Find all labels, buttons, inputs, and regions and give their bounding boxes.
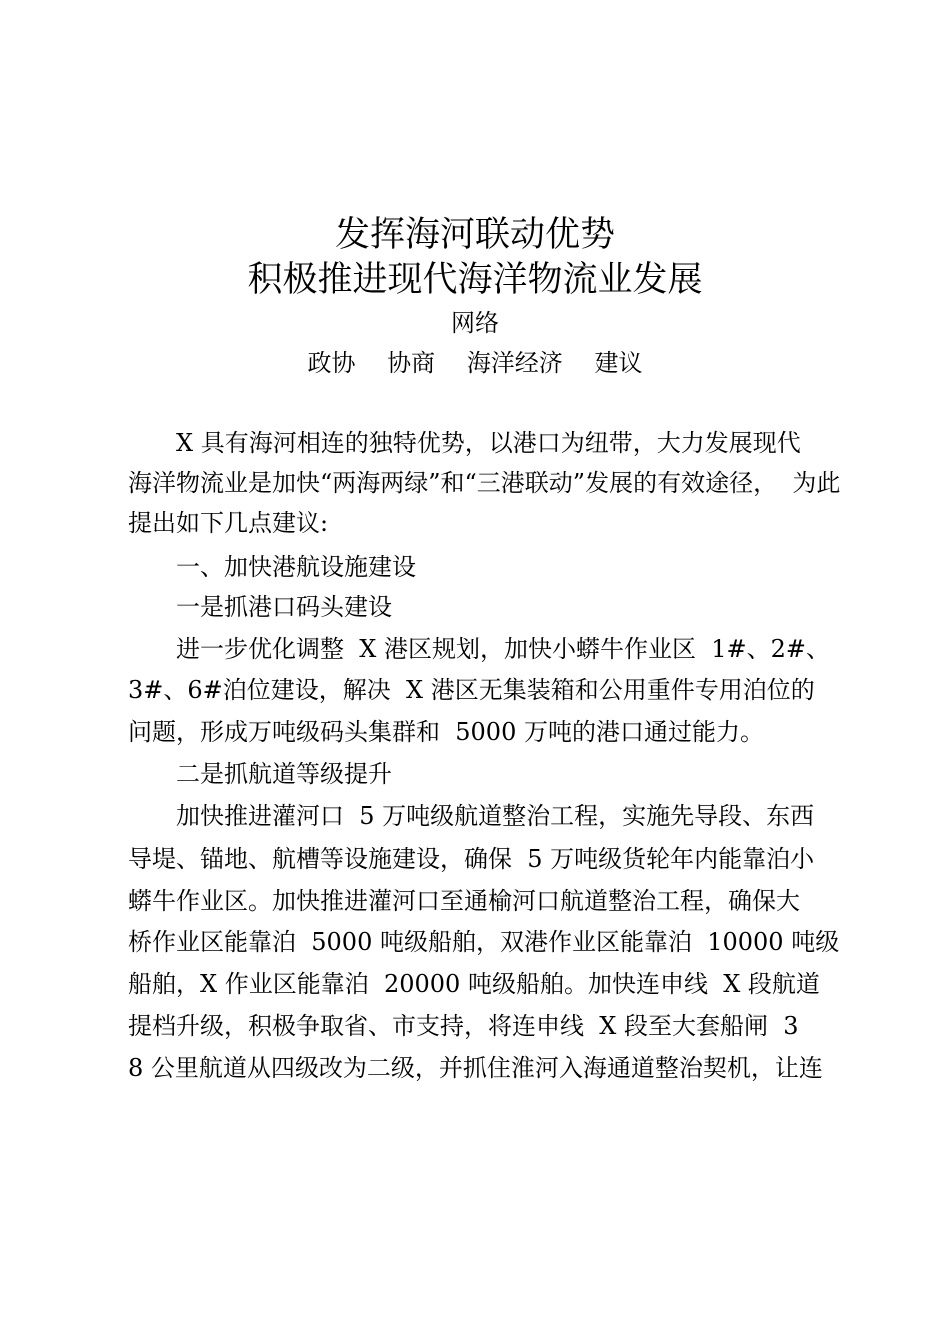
paragraph-line: 提档升级，积极争取省、市支持，将连申线 X 段至大套船闸 3 (128, 1012, 799, 1040)
section-heading: 一、加快港航设施建设 (176, 553, 416, 581)
document-title-line-2: 积极推进现代海洋物流业发展 (247, 260, 703, 300)
tag: 海洋经济 (466, 349, 563, 377)
paragraph-line: 3#、6#泊位建设，解决 X 港区无集装箱和公用重件专用泊位的 (128, 676, 815, 704)
paragraph-line: 桥作业区能靠泊 5000 吨级船舶，双港作业区能靠泊 10000 吨级 (128, 928, 840, 956)
subheading-line: 二是抓航道等级提升 (176, 760, 392, 788)
paragraph-line: 问题，形成万吨级码头集群和 5000 万吨的港口通过能力。 (128, 718, 764, 746)
paragraph-line: 提出如下几点建议: (128, 509, 329, 537)
tag: 协商 (387, 349, 436, 377)
tag: 建议 (594, 349, 643, 377)
paragraph-line: 加快推进灌河口 5 万吨级航道整治工程，实施先导段、东西 (176, 802, 815, 830)
paragraph-line: 船舶，X 作业区能靠泊 20000 吨级船舶。加快连申线 X 段航道 (128, 970, 820, 998)
document-title-line-1: 发挥海河联动优势 (334, 215, 615, 255)
document-source: 网络 (451, 309, 499, 337)
paragraph-line: 导堤、锚地、航槽等设施建设，确保 5 万吨级货轮年内能靠泊小 (128, 845, 815, 873)
paragraph-line: 8 公里航道从四级改为二级，并抓住淮河入海通道整治契机，让连 (128, 1054, 823, 1082)
paragraph-line: 蟒牛作业区。加快推进灌河口至通榆河口航道整治工程，确保大 (128, 887, 800, 915)
subheading-line: 一是抓港口码头建设 (176, 593, 392, 621)
paragraph-line: 海洋物流业是加快“两海两绿”和“三港联动”发展的有效途径， 为此 (128, 469, 841, 497)
tag: 政协 (307, 349, 356, 377)
document-tags (0, 347, 950, 379)
paragraph-line: 进一步优化调整 X 港区规划，加快小蟒牛作业区 1#、2#、 (176, 635, 830, 663)
paragraph-line: X 具有海河相连的独特优势，以港口为纽带，大力发展现代 (176, 429, 801, 457)
